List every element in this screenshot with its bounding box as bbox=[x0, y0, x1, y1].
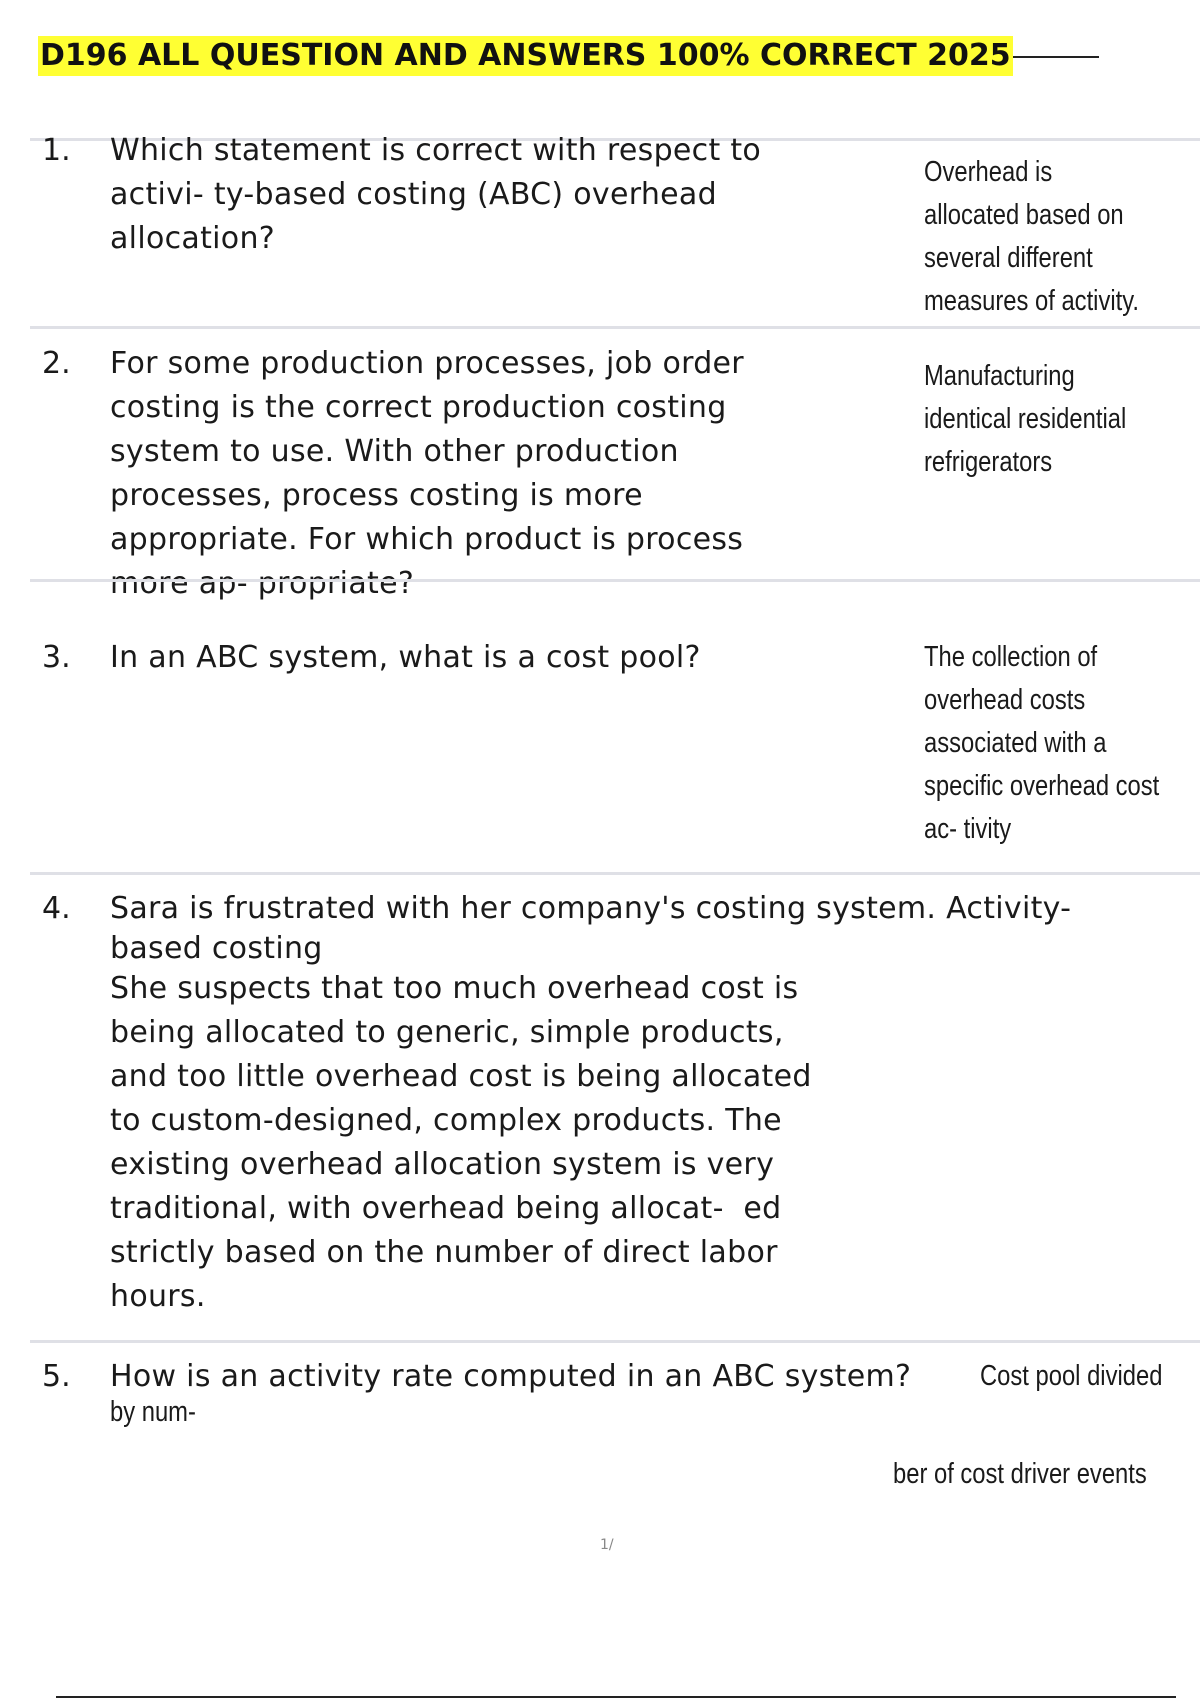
bottom-rule bbox=[56, 1696, 1176, 1698]
answer-line: specific overhead cost bbox=[924, 770, 1160, 802]
answer-line: Manufacturing bbox=[924, 360, 1075, 392]
answer-inline bbox=[980, 1355, 1162, 1398]
document-title: D196 ALL QUESTION AND ANSWERS 100% CORRECT 2025 bbox=[38, 36, 1013, 76]
qa-list bbox=[30, 133, 1200, 1500]
question-number: 1. bbox=[42, 133, 71, 168]
question-line: How is an activity rate computed in an ABC system? bbox=[110, 1359, 912, 1394]
question-line: more ap- propriate? bbox=[110, 566, 415, 601]
answer-line: The collection of bbox=[924, 641, 1098, 673]
question-line: In an ABC system, what is a cost pool? bbox=[110, 640, 701, 675]
question-line: to custom-designed, complex products. The bbox=[110, 1103, 782, 1138]
answer-line: Cost pool divided bbox=[980, 1360, 1163, 1392]
question-text bbox=[110, 1355, 911, 1399]
question-line: traditional, with overhead being allocat- ed bbox=[110, 1191, 782, 1226]
answer-line: identical residential bbox=[924, 403, 1127, 435]
qa-item-3 bbox=[30, 579, 1200, 872]
qa-item-1 bbox=[30, 133, 1200, 326]
answer-line: allocated based on bbox=[924, 199, 1124, 231]
question-line: activi- ty-based costing (ABC) overhead bbox=[110, 177, 717, 212]
question-line: She suspects that too much overhead cost is bbox=[110, 971, 799, 1006]
answer-line: Overhead is bbox=[924, 156, 1053, 188]
question-line: Sara is frustrated with her company's costing system. Activity- bbox=[110, 891, 1072, 926]
answer-line: associated with a bbox=[924, 727, 1107, 759]
answer-line: ac- tivity bbox=[924, 813, 1012, 845]
page-number: 1/ bbox=[600, 1537, 614, 1553]
question-number: 4. bbox=[42, 891, 71, 926]
answer-line: by num- bbox=[110, 1396, 196, 1428]
answer-text bbox=[924, 151, 1139, 323]
qa-item-5 bbox=[30, 1340, 1200, 1500]
answer-line: overhead costs bbox=[924, 684, 1086, 716]
question-text bbox=[110, 129, 761, 261]
answer-text bbox=[924, 355, 1126, 484]
question-line: allocation? bbox=[110, 221, 275, 256]
answer-wrap bbox=[110, 1391, 196, 1434]
question-line: being allocated to generic, simple products, bbox=[110, 1015, 784, 1050]
question-line: and too little overhead cost is being allocated bbox=[110, 1059, 812, 1094]
answer-line: refrigerators bbox=[924, 446, 1053, 478]
answer-text bbox=[924, 636, 1159, 851]
question-line: based costing bbox=[110, 931, 323, 966]
answer-line: several different bbox=[924, 242, 1093, 274]
title-row bbox=[38, 36, 1099, 76]
qa-item-4 bbox=[30, 872, 1200, 1340]
question-text bbox=[110, 342, 744, 606]
question-text bbox=[110, 636, 701, 680]
answer-line: ber of cost driver events bbox=[893, 1458, 1147, 1490]
question-line: system to use. With other production bbox=[110, 434, 679, 469]
question-line: costing is the correct production costing bbox=[110, 390, 727, 425]
answer-line: measures of activity. bbox=[924, 285, 1139, 317]
title-underline bbox=[1013, 56, 1099, 58]
qa-item-2 bbox=[30, 326, 1200, 601]
question-number: 3. bbox=[42, 640, 71, 675]
question-line: strictly based on the number of direct labor bbox=[110, 1235, 778, 1270]
question-line: existing overhead allocation system is very bbox=[110, 1147, 775, 1182]
question-line: For some production processes, job order bbox=[110, 346, 744, 381]
question-number: 5. bbox=[42, 1359, 71, 1394]
question-line: appropriate. For which product is process bbox=[110, 522, 744, 557]
question-line: processes, process costing is more bbox=[110, 478, 643, 513]
question-text bbox=[110, 887, 1071, 1319]
question-number: 2. bbox=[42, 346, 71, 381]
question-line: hours. bbox=[110, 1279, 206, 1314]
answer-last bbox=[893, 1453, 1147, 1496]
question-line: Which statement is correct with respect to bbox=[110, 133, 762, 168]
